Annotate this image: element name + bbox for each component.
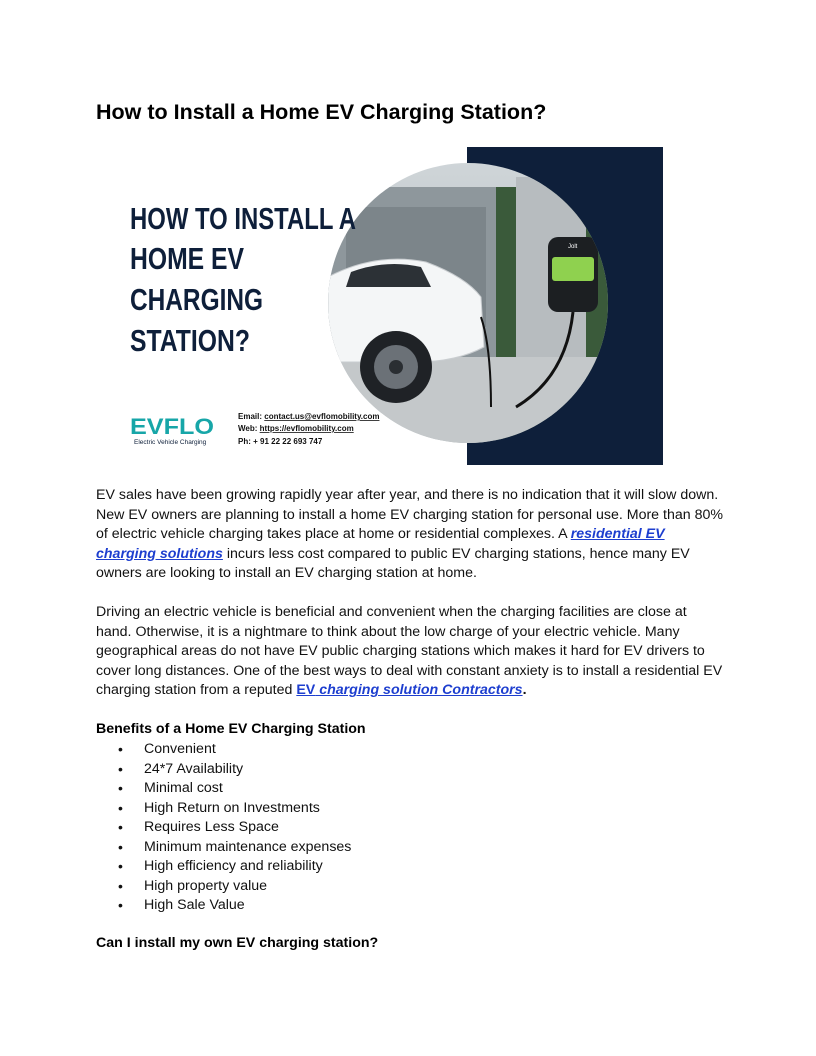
list-item: • Requires Less Space bbox=[96, 818, 351, 838]
brand-tagline: Electric Vehicle Charging bbox=[134, 439, 207, 446]
residential-ev-link[interactable]: residential EV charging solutions bbox=[96, 526, 665, 562]
paragraph-1: EV sales have been growing rapidly year after year, and there is no indication that it will slow down. New EV owners are planning to install a home EV charging station for personal use. More than 80% of electric vehicle charging takes place at home or residential complexes. A residential EV charging solutions incurs less cost compared to public EV charging stations, hence many EV owners are looking to install an EV charging station at home. bbox=[96, 487, 723, 582]
paragraph-2: Driving an electric vehicle is beneficial and convenient when the charging facilities are close at hand. Otherwise, it is a nightmare to think about the low charge of your electric vehicle. Many geographical areas do not have EV public charging stations which makes it hard for EV drivers to cover long distances. One of the best ways to deal with constant anxiety is to install a residential EV charging station from a reputed EV charging solution Contractors. bbox=[96, 604, 723, 699]
email-label: Email: bbox=[238, 412, 263, 421]
brand-name: EVFLO bbox=[130, 414, 214, 439]
web-value: https://evflomobility.com bbox=[259, 424, 354, 433]
list-item: • Minimal cost bbox=[96, 779, 351, 799]
list-item: • Minimum maintenance expenses bbox=[96, 838, 351, 858]
banner-image bbox=[96, 147, 663, 465]
email-value: contact.us@evflomobility.com bbox=[264, 412, 380, 421]
banner-headline-line1: HOW TO INSTALL A bbox=[130, 201, 356, 236]
benefits-list bbox=[96, 740, 351, 916]
svg-text:Email: contact.us@evflomobilit bbox=[238, 412, 379, 421]
charger-brand: Jolt bbox=[568, 244, 578, 250]
svg-text:Ph: + 91 22 22 693 747 bbox=[238, 437, 323, 446]
banner-headline-line4: STATION? bbox=[130, 323, 250, 358]
ev-contractors-link[interactable]: EV charging solution Contractors bbox=[296, 682, 523, 699]
page-title: How to Install a Home EV Charging Station? bbox=[96, 100, 547, 124]
phone-label: Ph: bbox=[238, 437, 251, 446]
web-label: Web: bbox=[238, 424, 258, 433]
list-item: • High property value bbox=[96, 877, 351, 897]
list-item: • High efficiency and reliability bbox=[96, 857, 351, 877]
phone-value: + 91 22 22 693 747 bbox=[253, 437, 323, 446]
list-item: • High Sale Value bbox=[96, 896, 351, 916]
list-item: • High Return on Investments bbox=[96, 799, 351, 819]
benefits-heading: Benefits of a Home EV Charging Station bbox=[96, 721, 366, 737]
banner-headline-line3: CHARGING bbox=[130, 282, 263, 317]
list-item: • Convenient bbox=[96, 740, 351, 760]
svg-text:Web: https://evflomobility.com bbox=[238, 424, 354, 433]
banner-headline-line2: HOME EV bbox=[130, 241, 245, 276]
install-heading: Can I install my own EV charging station? bbox=[96, 935, 379, 951]
list-item: • 24*7 Availability bbox=[96, 760, 351, 780]
evflo-logo bbox=[130, 414, 214, 446]
